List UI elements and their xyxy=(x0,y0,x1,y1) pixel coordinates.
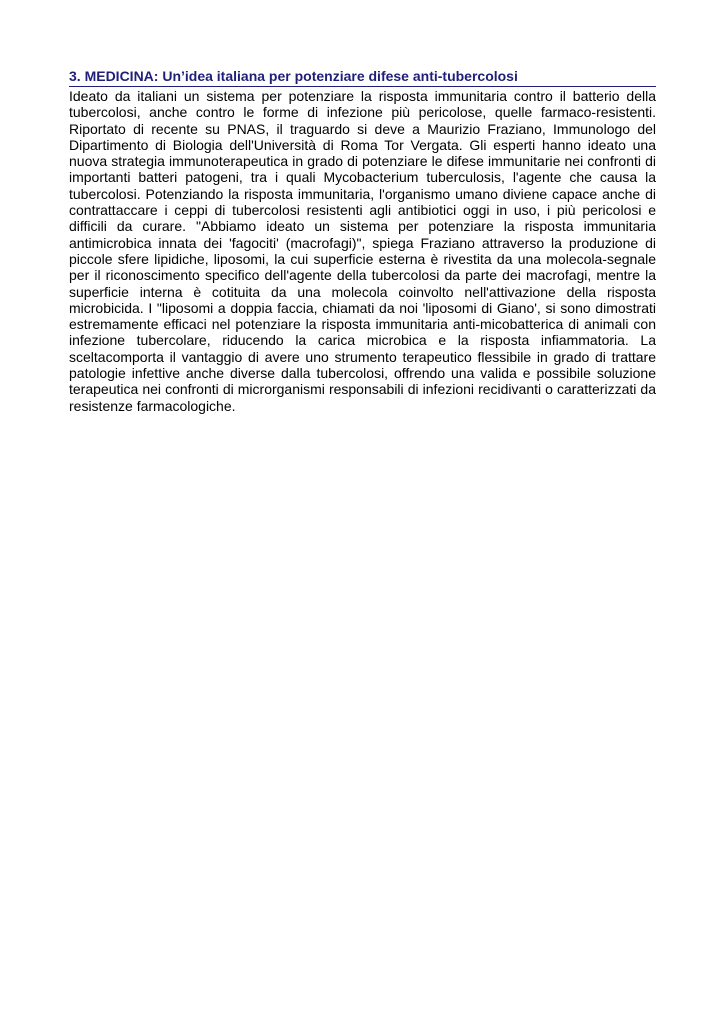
article-body: Ideato da italiani un sistema per potenziare la risposta immunitaria contro il batterio della tubercolosi, anche contro le forme di infezione più pericolose, quelle farmaco-resistenti. Riportato di recente su PNAS, il traguardo si deve a Maurizio Fraziano, Immunologo del Dipartimento di Biologia dell'Università di Roma Tor Vergata. Gli esperti hanno ideato una nuova strategia immunoterapeutica in grado di potenziare le difese immunitarie nei confronti di importanti batteri patogeni, tra i quali Mycobacterium tuberculosis, l'agente che causa la tubercolosi. Potenziando la risposta immunitaria, l'organismo umano diviene capace anche di contrattaccare i ceppi di tubercolosi resistenti agli antibiotici oggi in uso, i più pericolosi e difficili da curare. "Abbiamo ideato un sistema per potenziare la risposta immunitaria antimicrobica innata dei 'fagociti' (macrofagi)", spiega Fraziano attraverso la produzione di piccole sfere lipidiche, liposomi, la cui superficie esterna è rivestita da una molecola-segnale per il riconoscimento specifico dell'agente della tubercolosi da parte dei macrofagi, mentre la superficie interna è cotituita da una molecola coinvolto nell'attivazione della risposta microbicida. I "liposomi a doppia faccia, chiamati da noi 'liposomi di Giano', si sono dimostrati estremamente efficaci nel potenziare la risposta immunitaria anti-micobatterica di animali con infezione tubercolare, riducendo la carica microbica e la risposta infiammatoria. La sceltacomporta il vantaggio di avere uno strumento terapeutico flessibile in grado di trattare patologie infettive anche diverse dalla tubercolosi, offrendo una valida e possibile soluzione terapeutica nei confronti di microrganismi responsabili di infezioni recidivanti o caratterizzati da resistenze farmacologiche. xyxy=(69,88,656,414)
document-page xyxy=(69,68,656,414)
article-heading: 3. MEDICINA: Un’idea italiana per potenziare difese anti-tubercolosi xyxy=(69,68,656,87)
